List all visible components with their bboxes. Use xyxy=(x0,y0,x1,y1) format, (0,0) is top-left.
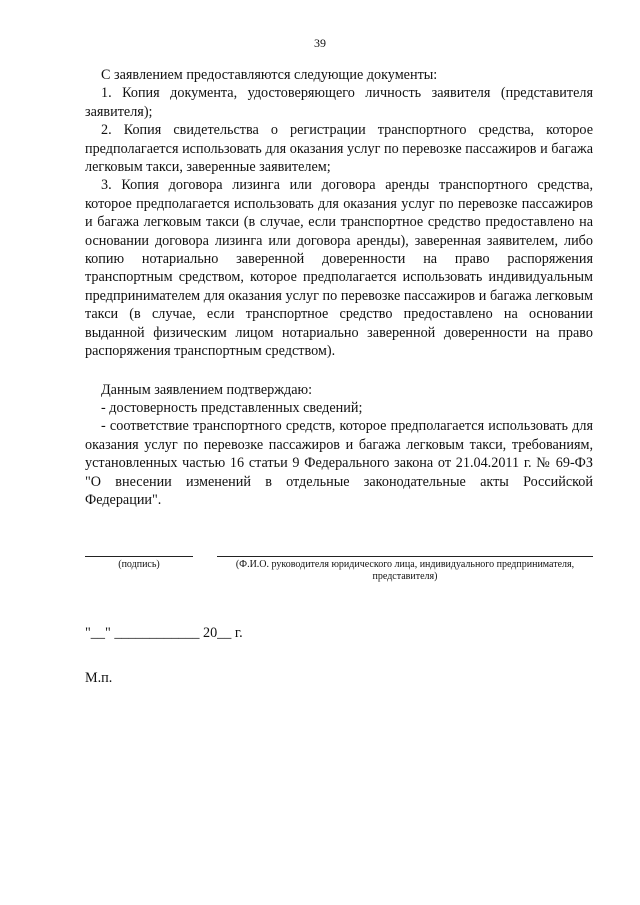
page-number: 39 xyxy=(314,36,326,50)
full-name-line xyxy=(217,556,593,557)
signature-line xyxy=(85,556,193,557)
date-line: "__" ____________ 20__ г. xyxy=(85,625,243,641)
document-item-1: 1. Копия документа, удостоверяющего личность заявителя (представителя заявителя); xyxy=(85,85,593,120)
section-gap xyxy=(85,361,593,381)
document-body xyxy=(85,66,593,509)
confirmation-intro: Данным заявлением подтверждаю: xyxy=(101,381,313,398)
stamp-place: М.п. xyxy=(85,670,113,686)
full-name-label: (Ф.И.О. руководителя юридического лица, индивидуального предпринимателя, представителя) xyxy=(235,559,575,582)
document-item-2: 2. Копия свидетельства о регистрации транспортного средства, которое предполагается использовать для оказания услуг по перевозке пассажиров и багажа легковым такси, заверенные заявителем; xyxy=(85,122,593,176)
confirmation-item-2: - соответствие транспортного средств, которое предполагается использовать для оказания услуг по перевозке пассажиров и багажа легковым такси, требованиям, установленных частью 16 статьи 9 Федерального закона от 21.04.2011 г. № 69-ФЗ "О внесении изменений в отдельные законодательные акты Российской Федерации". xyxy=(85,418,593,508)
documents-intro: С заявлением предоставляются следующие документы: xyxy=(101,67,438,83)
confirmation-item-1: - достоверность представленных сведений; xyxy=(101,399,363,416)
document-item-3: 3. Копия договора лизинга или договора аренды транспортного средства, которое предполагается использовать для оказания услуг по перевозке пассажиров и багажа легковым такси (в случае, если транспортное средство предоставлено на основании договора лизинга или договора аренды), заверенная заявителем, либо копию нотариально заверенной доверенности на право распоряжения транспортным средством, которое предполагается использовать индивидуальным предпринимателем для оказания услуг по перевозке пассажиров и багажа легковым такси (в случае, если транспортное средство предоставлено на основании выданной физическим лицом нотариально заверенной доверенности на право распоряжения транспортным средством). xyxy=(85,177,593,360)
signature-block xyxy=(85,548,593,598)
signature-label: (подпись) xyxy=(118,559,160,570)
